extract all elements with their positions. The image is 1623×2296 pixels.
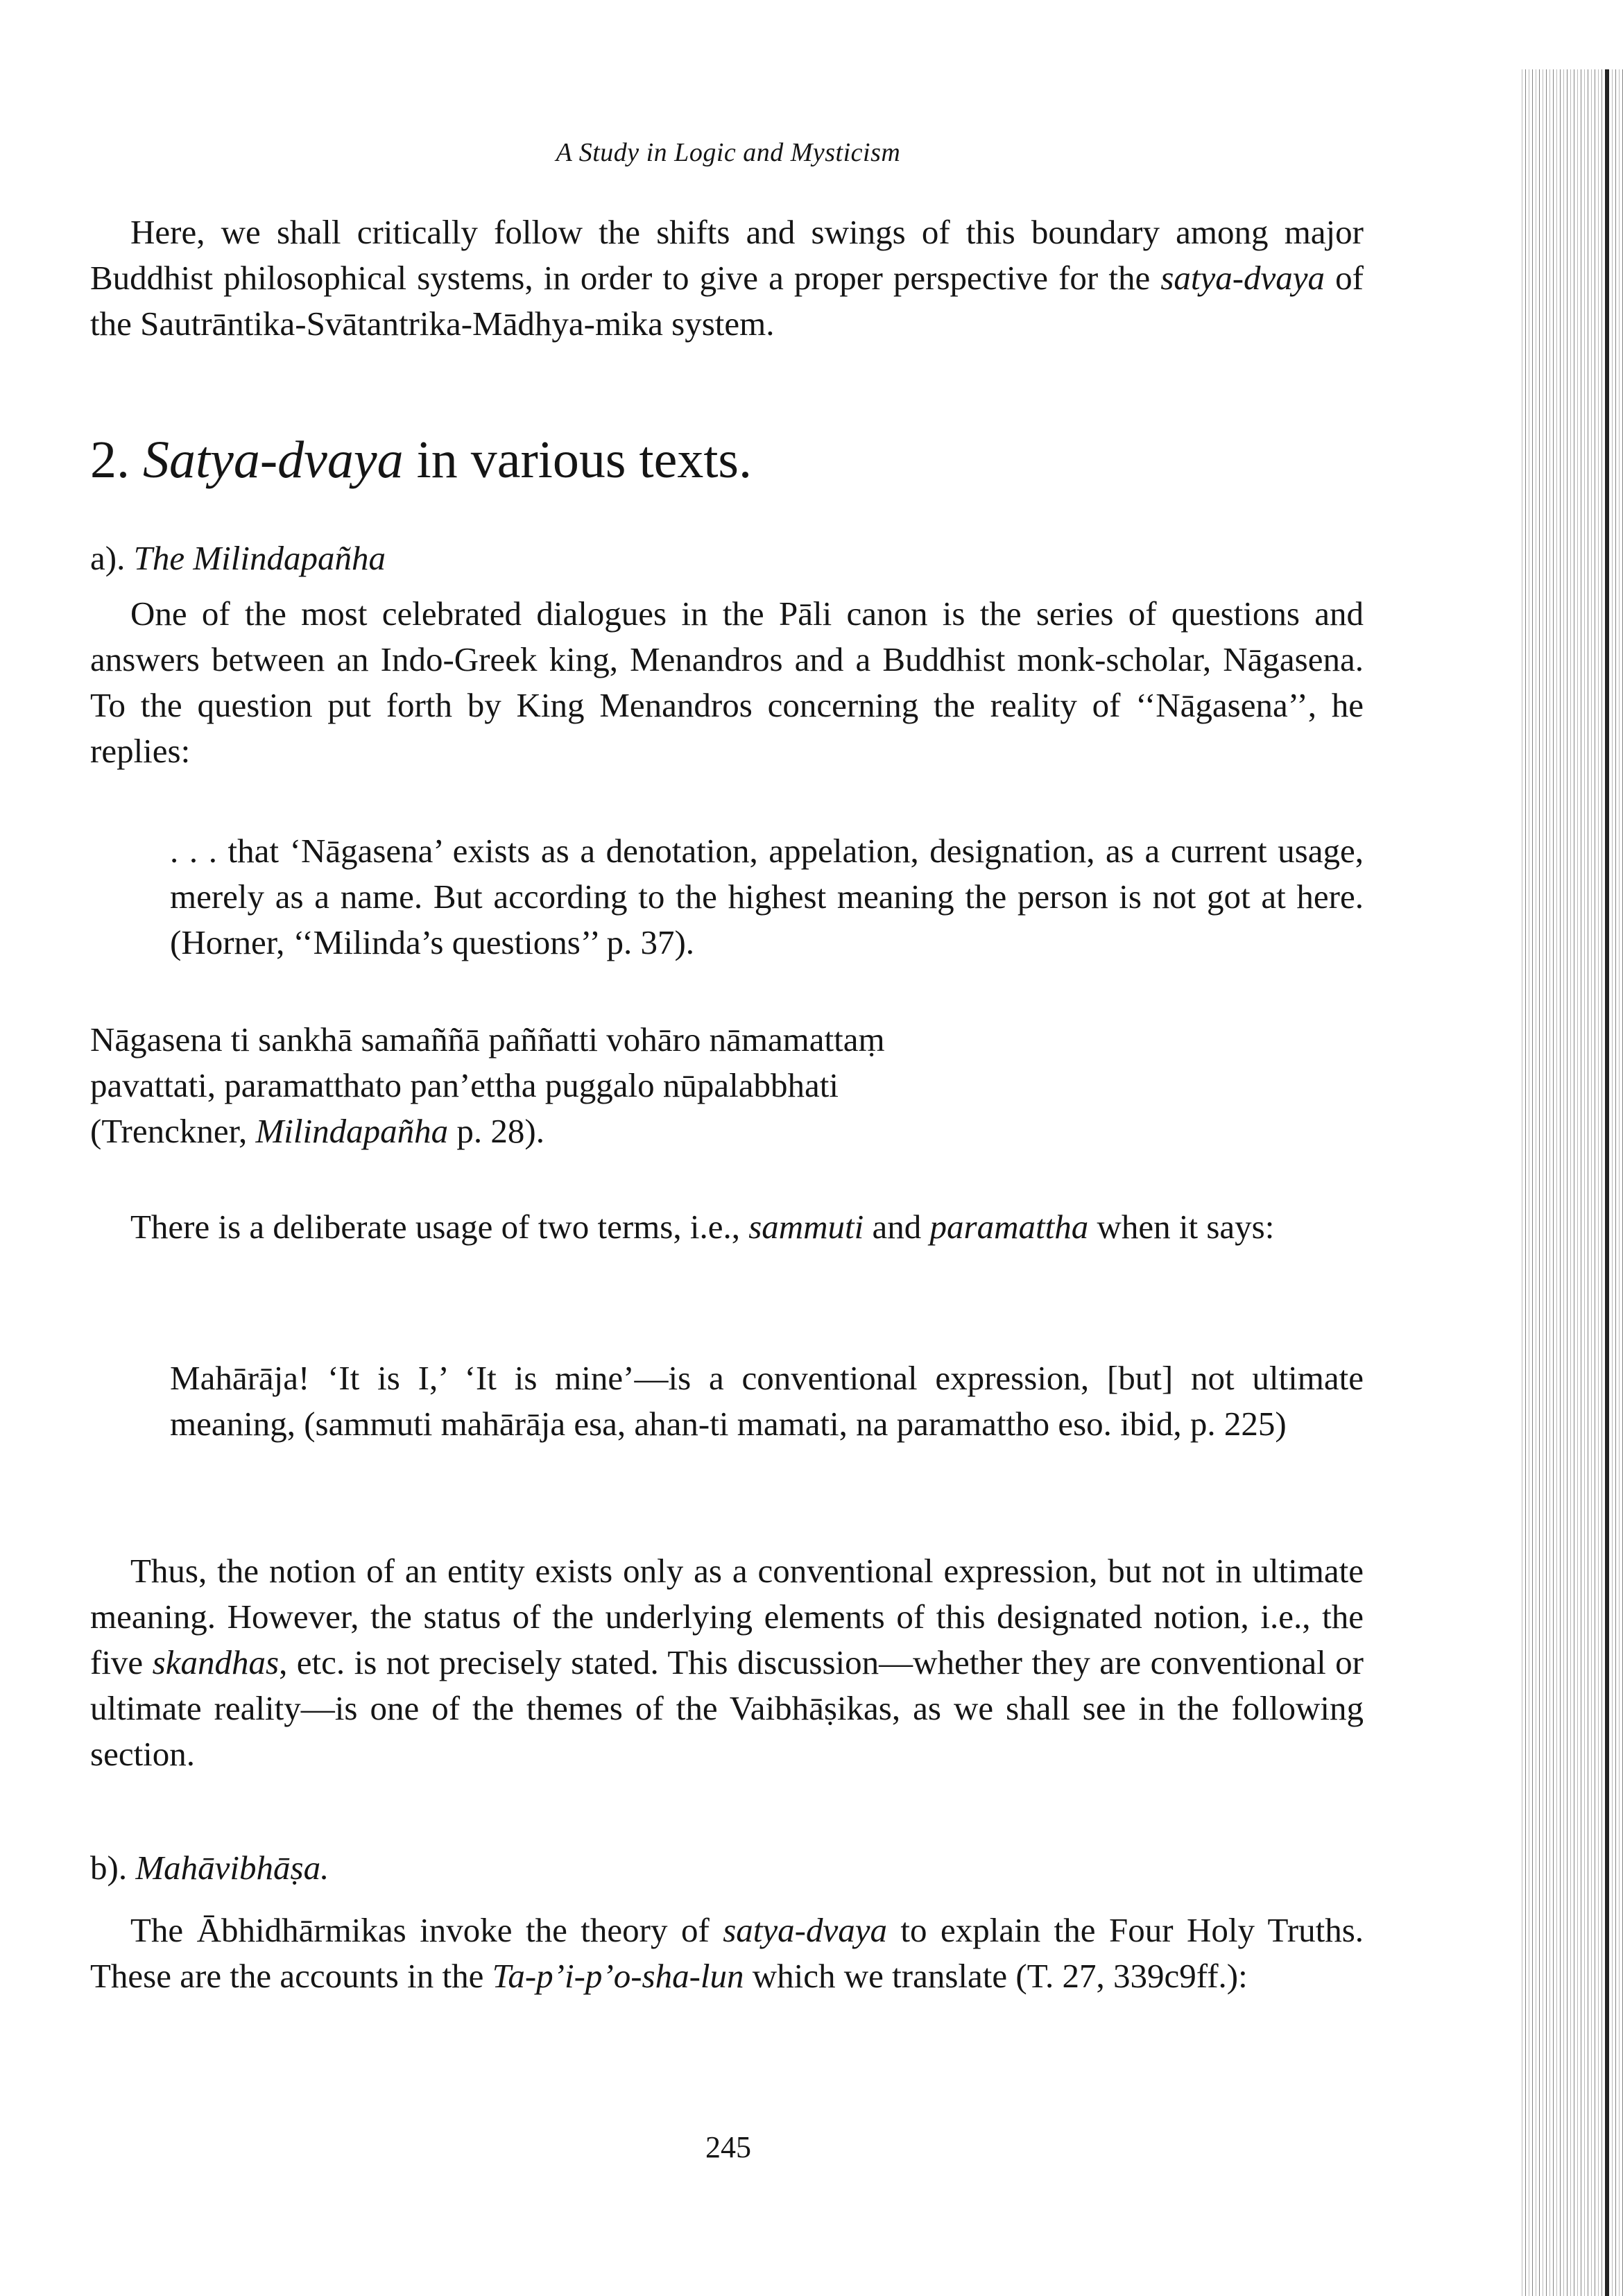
pali-citation-post: p. 28). [448, 1112, 544, 1150]
para-a3-text-1: Thus, the notion of an entity exists only as a conventional expression, but not in ultimate meaning. However, the status of the underlying elements of this designated notion, i.e., the five [90, 1552, 1364, 1681]
para-a3-italic: skandhas [152, 1643, 280, 1681]
para-a2-text-2: and [864, 1208, 930, 1246]
paragraph-a2 [90, 1204, 1364, 1250]
subsection-b-title: Mahāvibhāṣa. [135, 1849, 329, 1887]
intro-paragraph [90, 209, 1364, 347]
block-quote-a2: Mahārāja! ‘It is I,’ ‘It is mine’—is a conventional expression, [but] not ultimate meaning, (sammuti mahārāja esa, ahan-ti mamati, na paramattho eso. ibid, p. 225) [170, 1359, 1364, 1443]
pali-quotation [90, 1017, 1200, 1154]
subsection-a-heading [90, 536, 386, 581]
subsection-b-label: b). [90, 1849, 128, 1887]
paragraph-b1 [90, 1908, 1364, 1999]
intro-text-1: Here, we shall critically follow the shifts and swings of this boundary among major Buddhist philosophical systems, in order to give a proper perspective for the [90, 213, 1364, 297]
para-b1-text-1: The Ābhidhārmikas invoke the theory of [130, 1911, 723, 1949]
section-heading-italic: Satya-dvaya [143, 431, 404, 489]
section-number: 2. [90, 431, 130, 489]
para-a2-text-1: There is a deliberate usage of two terms, i.e., [130, 1208, 749, 1246]
paragraph-a1: One of the most celebrated dialogues in the Pāli canon is the series of questions and answers between an Indo-Greek king, Menandros and a Buddhist monk-scholar, Nāgasena. To the question put forth by King Menandros concerning the reality of ‘‘Nāgasena’’, he replies: [90, 594, 1364, 770]
pali-line-1: Nāgasena ti sankhā samaññā paññatti vohāro nāmamattaṃ [90, 1020, 885, 1059]
section-heading [90, 429, 752, 491]
pali-citation-pre: (Trenckner, [90, 1112, 256, 1150]
subsection-b-heading [90, 1845, 329, 1891]
page-binding-edge [1519, 69, 1623, 2296]
page-number: 245 [705, 2130, 751, 2164]
subsection-a-title: The Milindapañha [133, 539, 386, 577]
pali-line-2: pavattati, paramatthato pan’ettha puggalo nūpalabbhati [90, 1066, 839, 1104]
para-a2-italic-2: paramattha [929, 1208, 1089, 1246]
section-heading-rest: in various texts. [403, 431, 753, 489]
intro-italic-term: satya-dvaya [1160, 259, 1325, 297]
running-head: A Study in Logic and Mysticism [556, 138, 901, 167]
para-b1-italic-1: satya-dvaya [723, 1911, 887, 1949]
paragraph-a3 [90, 1548, 1364, 1777]
para-b1-text-3: which we translate (T. 27, 339c9ff.): [744, 1957, 1248, 1995]
para-b1-text-2: to explain the Four Holy Truths. These are the accounts in the [90, 1911, 1364, 1995]
para-a3-text-2: , etc. is not precisely stated. This discussion—whether they are conventional or ultimate reality—is one of the themes of the Vaibhāṣikas, as we shall see in the following section. [90, 1643, 1364, 1773]
intro-text-2: of the Sautrāntika-Svātantrika-Mādhya-mika system. [90, 259, 1364, 343]
subsection-a-label: a). [90, 539, 126, 577]
block-quote-a1: . . . that ‘Nāgasena’ exists as a denotation, appelation, designation, as a current usage, merely as a name. But according to the highest meaning the person is not got at here. (Horner, ‘‘Milinda’s questions’’ p. 37). [170, 832, 1364, 961]
para-a2-italic-1: sammuti [748, 1208, 864, 1246]
pali-citation-title: Milindapañha [255, 1112, 449, 1150]
pali-line-3 [90, 1108, 1200, 1154]
para-a2-text-3: when it says: [1088, 1208, 1275, 1246]
para-b1-italic-2: Ta-p’i-p’o-sha-lun [492, 1957, 744, 1995]
